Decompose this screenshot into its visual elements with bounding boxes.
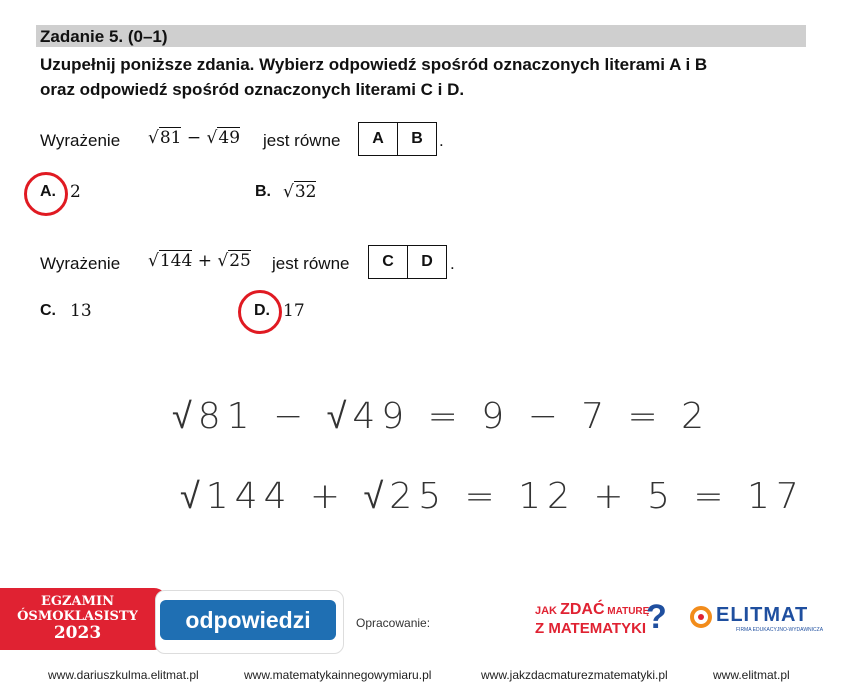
q1-option-b-letter: B. <box>255 183 271 200</box>
answers-badge: odpowiedzi <box>160 600 336 640</box>
prepared-by-label: Opracowanie: <box>356 616 431 630</box>
exam-badge-line2: ÓSMOKLASISTY <box>17 609 138 624</box>
q1-answer-box <box>358 122 437 156</box>
q1-prefix: Wyrażenie <box>40 131 121 150</box>
q1-option-b-value <box>283 182 316 202</box>
q1-option-a-value: 2 <box>70 182 81 202</box>
q2-answer-box <box>368 245 447 279</box>
q2-expression <box>148 251 251 271</box>
q2-radicand-1: 144 <box>159 251 193 271</box>
footer-link-matematykainnegowymiaru[interactable]: www.matematykainnegowymiaru.pl <box>244 668 432 682</box>
q1-box-a: A <box>372 130 384 147</box>
task-instruction-line2: oraz odpowiedź spośród oznaczonych literami C i D. <box>40 80 465 99</box>
q2-box-c: C <box>382 253 394 270</box>
q1-option-b-radicand: 32 <box>294 182 317 202</box>
sqrt-icon: √ <box>148 251 159 271</box>
q2-prefix: Wyrażenie <box>40 254 121 273</box>
q2-option-c-letter: C. <box>40 302 56 319</box>
footer-link-dariuszkulma[interactable]: www.dariuszkulma.elitmat.pl <box>48 668 199 682</box>
logo-jak-zdac-mature <box>535 601 649 637</box>
logo1-text-c: MATURĘ <box>604 606 650 617</box>
q1-end: . <box>439 131 444 150</box>
q2-radicand-2: 25 <box>229 251 251 271</box>
handwritten-line-1: √81 − √49 = 9 − 7 = 2 <box>172 396 711 437</box>
exam-badge-year: 2023 <box>53 623 102 643</box>
sqrt-icon: √ <box>206 128 218 148</box>
handwritten-line-2: √144 + √25 = 12 + 5 = 17 <box>180 476 805 517</box>
q2-box-d: D <box>407 246 446 278</box>
exam-badge-line1: EGZAMIN <box>41 594 114 609</box>
q1-option-a-letter: A. <box>40 183 56 200</box>
q1-radicand-2: 49 <box>218 128 241 148</box>
elitmat-logo-text: ELITMAT <box>716 604 809 626</box>
elitmat-logo-icon <box>690 606 712 628</box>
q2-end: . <box>450 254 455 273</box>
task-title: Zadanie 5. (0–1) <box>40 27 168 46</box>
exam-badge-text <box>0 594 155 643</box>
q2-option-d-letter: D. <box>254 302 270 319</box>
q2-option-c-value: 13 <box>70 301 92 321</box>
q1-expression <box>148 128 240 148</box>
q2-middle-text: jest równe <box>272 254 350 273</box>
logo1-text-a: JAK <box>535 605 561 617</box>
sqrt-icon: √ <box>148 128 159 148</box>
question-mark-icon: ? <box>646 598 667 636</box>
logo1-text-b: ZDAĆ <box>560 601 605 618</box>
task-instruction-line1: Uzupełnij poniższe zdania. Wybierz odpowiedź spośród oznaczonych literami A i B <box>40 55 708 74</box>
q1-operator: − <box>186 128 202 148</box>
footer-link-elitmat[interactable]: www.elitmat.pl <box>713 668 790 682</box>
q1-middle-text: jest równe <box>263 131 341 150</box>
q1-box-b: B <box>397 123 436 155</box>
q2-option-d-value: 17 <box>283 301 305 321</box>
footer-link-jakzdacmature[interactable]: www.jakzdacmaturezmatematyki.pl <box>481 668 668 682</box>
q2-operator: + <box>197 251 212 271</box>
sqrt-icon: √ <box>283 182 294 202</box>
elitmat-logo-subtitle: FIRMA EDUKACYJNO-WYDAWNICZA <box>736 627 824 633</box>
q1-radicand-1: 81 <box>159 128 182 148</box>
logo1-line2: Z MATEMATYKI <box>535 620 647 637</box>
sqrt-icon: √ <box>217 251 229 271</box>
